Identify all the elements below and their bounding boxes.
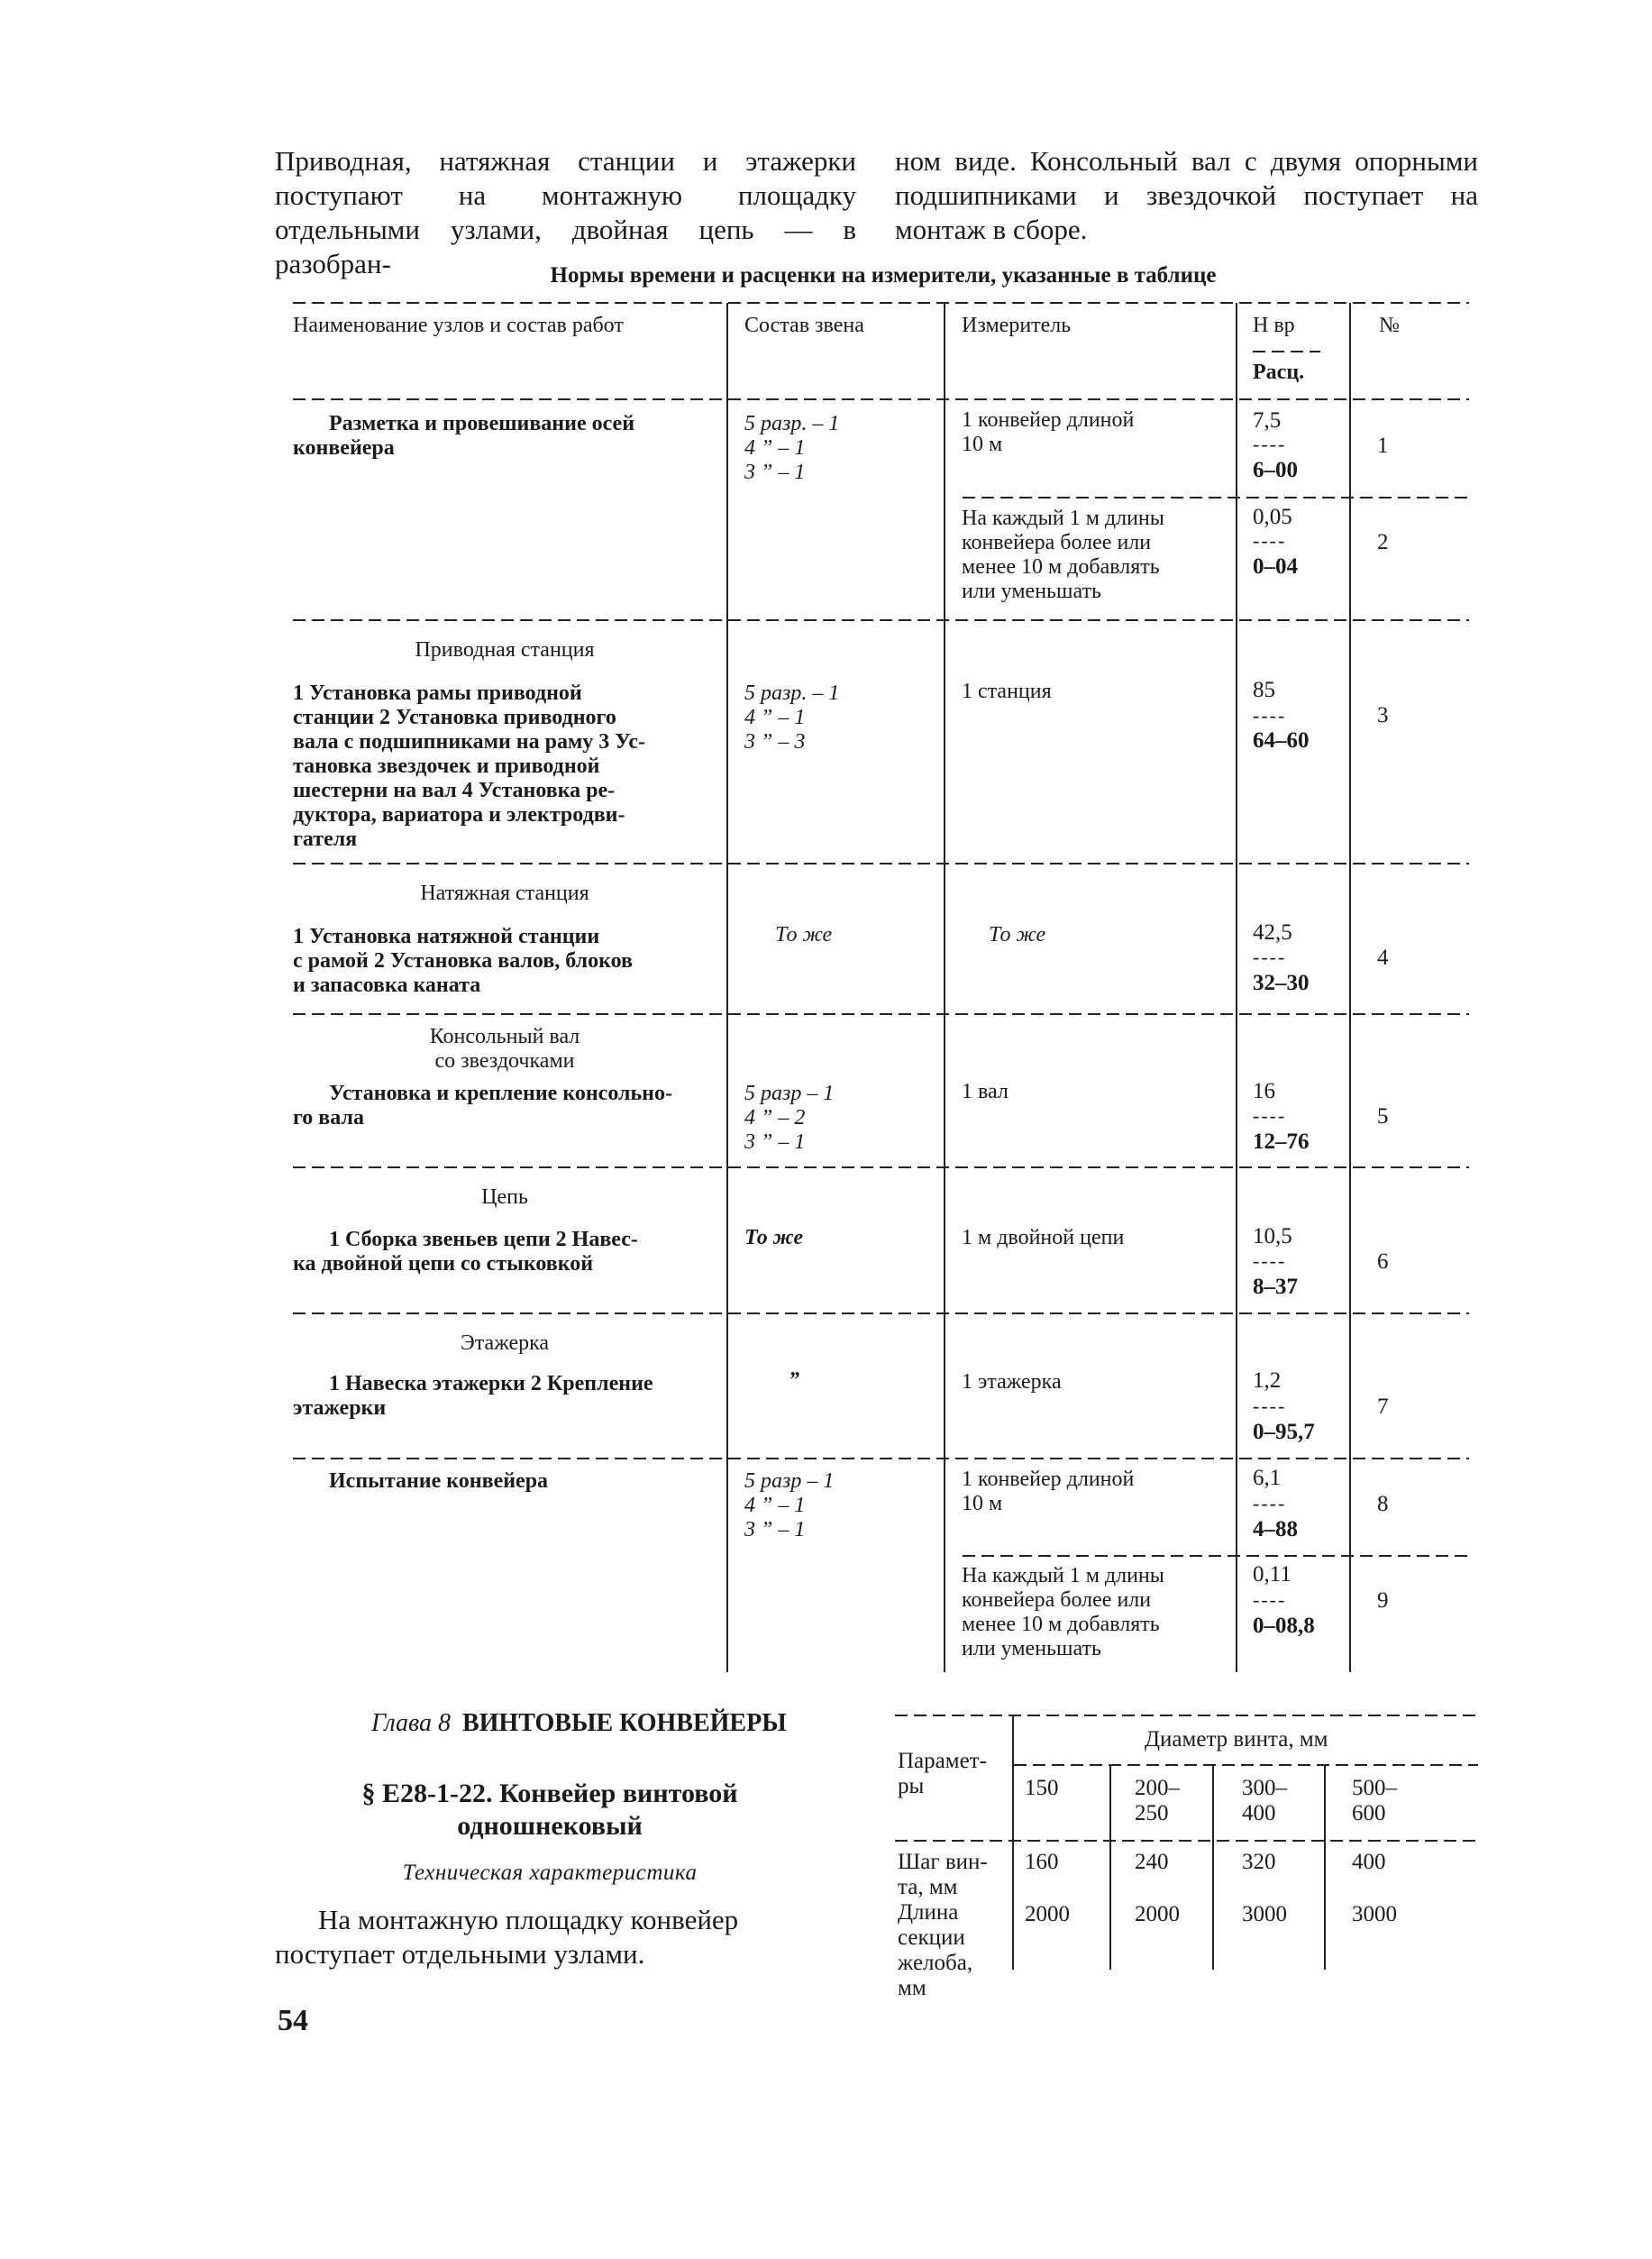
section-tension-station: Натяжная станция (420, 882, 589, 905)
section-title: § Е28-1-22. Конвейер винтовой одношнековый (361, 1779, 738, 1841)
row-8-name: Испытание конвейера (329, 1469, 549, 1493)
header-name: Наименование узлов и состав работ (293, 314, 624, 337)
row-8-fraction-bar: ---- (1253, 1492, 1287, 1514)
row-9-rate: 0–08,8 (1253, 1614, 1315, 1638)
row-4-name: 1 Установка натяжной станции с рамой 2 Установка валов, блоков и запасовка каната (293, 925, 634, 997)
row-8-measure: 1 конвейер длиной 10 м (962, 1468, 1135, 1515)
row-2-fraction-bar: ---- (1253, 529, 1287, 552)
row-6-no: 6 (1377, 1249, 1389, 1274)
spec-header-param: Парамет- ры (898, 1749, 987, 1798)
spec-col-3: 300– 400 (1242, 1776, 1287, 1825)
row-6-fraction-bar: ---- (1253, 1249, 1287, 1272)
chapter-prefix: Глава 8 (371, 1709, 451, 1737)
spec-row-1-val-3: 320 (1242, 1850, 1276, 1874)
row-8-crew: 5 разр – 1 4 ” – 1 3 ” – 1 (744, 1469, 835, 1541)
intro-right-text: ном виде. Консольный вал с двумя опорными подшипниками и звездочкой поступает на монтаж в сборе. (895, 145, 1478, 245)
row-7-fraction-bar: ---- (1253, 1395, 1287, 1417)
row-6-name: 1 Сборка звеньев цепи 2 Навес- ка двойной цепи со стыковкой (293, 1228, 638, 1276)
spec-row-2-label: Длина секции желоба, мм (898, 1900, 973, 2000)
row-1-time: 7,5 (1253, 408, 1282, 433)
row-5-measure: 1 вал (962, 1080, 1009, 1103)
row-5-time: 16 (1253, 1079, 1275, 1103)
body-paragraph: На монтажную площадку конвейер поступает отдельными узлами. (275, 1904, 739, 1970)
row-4-measure: То же (989, 923, 1046, 947)
row-2-time: 0,05 (1253, 505, 1292, 529)
row-7-measure: 1 этажерка (962, 1370, 1062, 1394)
intro-left-text: Приводная, натяжная станции и этажерки поступают на монтажную площадку отдельными узлами, двойная цепь — в разобран- (275, 145, 856, 279)
section-drive-station: Приводная станция (415, 638, 595, 662)
header-crew: Состав звена (744, 314, 864, 337)
row-3-fraction-bar: ---- (1253, 704, 1287, 727)
row-3-time: 85 (1253, 678, 1275, 702)
row-5-no: 5 (1377, 1104, 1389, 1129)
spec-header-group: Диаметр винта, мм (1145, 1727, 1328, 1751)
row-5-crew: 5 разр – 1 4 ” – 2 3 ” – 1 (744, 1082, 835, 1154)
row-1-crew: 5 разр. – 1 4 ” – 1 3 ” – 1 (744, 412, 840, 484)
row-7-time: 1,2 (1253, 1368, 1282, 1393)
spec-row-2-val-1: 2000 (1025, 1902, 1070, 1926)
row-9-no: 9 (1377, 1588, 1389, 1613)
spec-col-2: 200– 250 (1135, 1776, 1180, 1825)
row-3-crew: 5 разр. – 1 4 ” – 1 3 ” – 3 (744, 681, 840, 754)
row-7-name: 1 Навеска этажерки 2 Крепление этажерки (293, 1372, 653, 1420)
row-1-no: 1 (1377, 434, 1389, 458)
row-8-rate: 4–88 (1253, 1517, 1298, 1541)
row-3-no: 3 (1377, 703, 1389, 727)
row-4-no: 4 (1377, 946, 1389, 970)
page-number: 54 (278, 2004, 308, 2037)
row-2-rate: 0–04 (1253, 554, 1298, 579)
row-9-time: 0,11 (1253, 1562, 1291, 1587)
row-6-crew: То же (744, 1226, 803, 1249)
row-3-rate: 64–60 (1253, 728, 1310, 753)
header-no: № (1379, 314, 1400, 337)
row-9-fraction-bar: ---- (1253, 1588, 1287, 1611)
row-5-name: Установка и крепление консольно- го вала (293, 1082, 672, 1130)
row-1-measure: 1 конвейер длиной 10 м (962, 408, 1135, 456)
row-3-name: 1 Установка рамы приводной станции 2 Установка приводного вала с подшипниками на раму 3 Ус- тановка звездочек и приводной шестерни на вал 4 Установка ре- дуктора, вариатора и электродви- гателя (293, 681, 645, 851)
spec-row-2-val-4: 3000 (1352, 1902, 1397, 1926)
header-time: Н вр (1253, 314, 1295, 337)
row-7-no: 7 (1377, 1395, 1389, 1419)
section-rack: Этажерка (460, 1331, 550, 1355)
row-1-name: Разметка и провешивание осей конвейера (293, 412, 635, 460)
row-6-rate: 8–37 (1253, 1275, 1298, 1299)
row-8-no: 8 (1377, 1492, 1389, 1516)
row-5-fraction-bar: ---- (1253, 1104, 1287, 1127)
spec-col-4: 500– 600 (1352, 1776, 1397, 1825)
spec-row-1-val-4: 400 (1352, 1850, 1386, 1874)
row-5-rate: 12–76 (1253, 1130, 1310, 1154)
row-2-measure: На каждый 1 м длины конвейера более или менее 10 м добавлять или уменьшать (962, 507, 1164, 603)
spec-row-2-val-2: 2000 (1135, 1902, 1180, 1926)
section-console-shaft: Консольный вал со звездочками (429, 1025, 580, 1073)
row-8-time: 6,1 (1253, 1466, 1282, 1490)
spec-row-1-label: Шаг вин- та, мм (898, 1850, 988, 1899)
header-rate: Расц. (1253, 361, 1305, 384)
row-6-time: 10,5 (1253, 1224, 1292, 1248)
row-4-time: 42,5 (1253, 920, 1292, 945)
section-chain: Цепь (481, 1185, 528, 1209)
spec-row-1-val-1: 160 (1025, 1850, 1059, 1874)
row-4-crew: То же (775, 923, 833, 947)
row-7-crew: ” (789, 1368, 799, 1392)
chapter-heading (371, 1709, 787, 1738)
row-9-measure: На каждый 1 м длины конвейера более или менее 10 м добавлять или уменьшать (962, 1564, 1164, 1660)
table-caption: Нормы времени и расценки на измерители, указанные в таблице (550, 263, 1217, 288)
spec-row-2-val-3: 3000 (1242, 1902, 1287, 1926)
row-3-measure: 1 станция (962, 680, 1052, 703)
row-2-no: 2 (1377, 530, 1389, 554)
spec-col-1: 150 (1025, 1776, 1059, 1800)
row-4-fraction-bar: ---- (1253, 946, 1287, 968)
spec-row-1-val-2: 240 (1135, 1850, 1169, 1874)
chapter-title: ВИНТОВЫЕ КОНВЕЙЕРЫ (461, 1709, 787, 1737)
row-6-measure: 1 м двойной цепи (962, 1226, 1125, 1249)
row-1-rate: 6–00 (1253, 458, 1298, 482)
subtitle: Техническая характеристика (402, 1861, 698, 1885)
row-7-rate: 0–95,7 (1253, 1420, 1315, 1444)
header-measure: Измеритель (962, 314, 1072, 337)
row-4-rate: 32–30 (1253, 971, 1310, 995)
row-1-fraction-bar: ---- (1253, 433, 1287, 455)
